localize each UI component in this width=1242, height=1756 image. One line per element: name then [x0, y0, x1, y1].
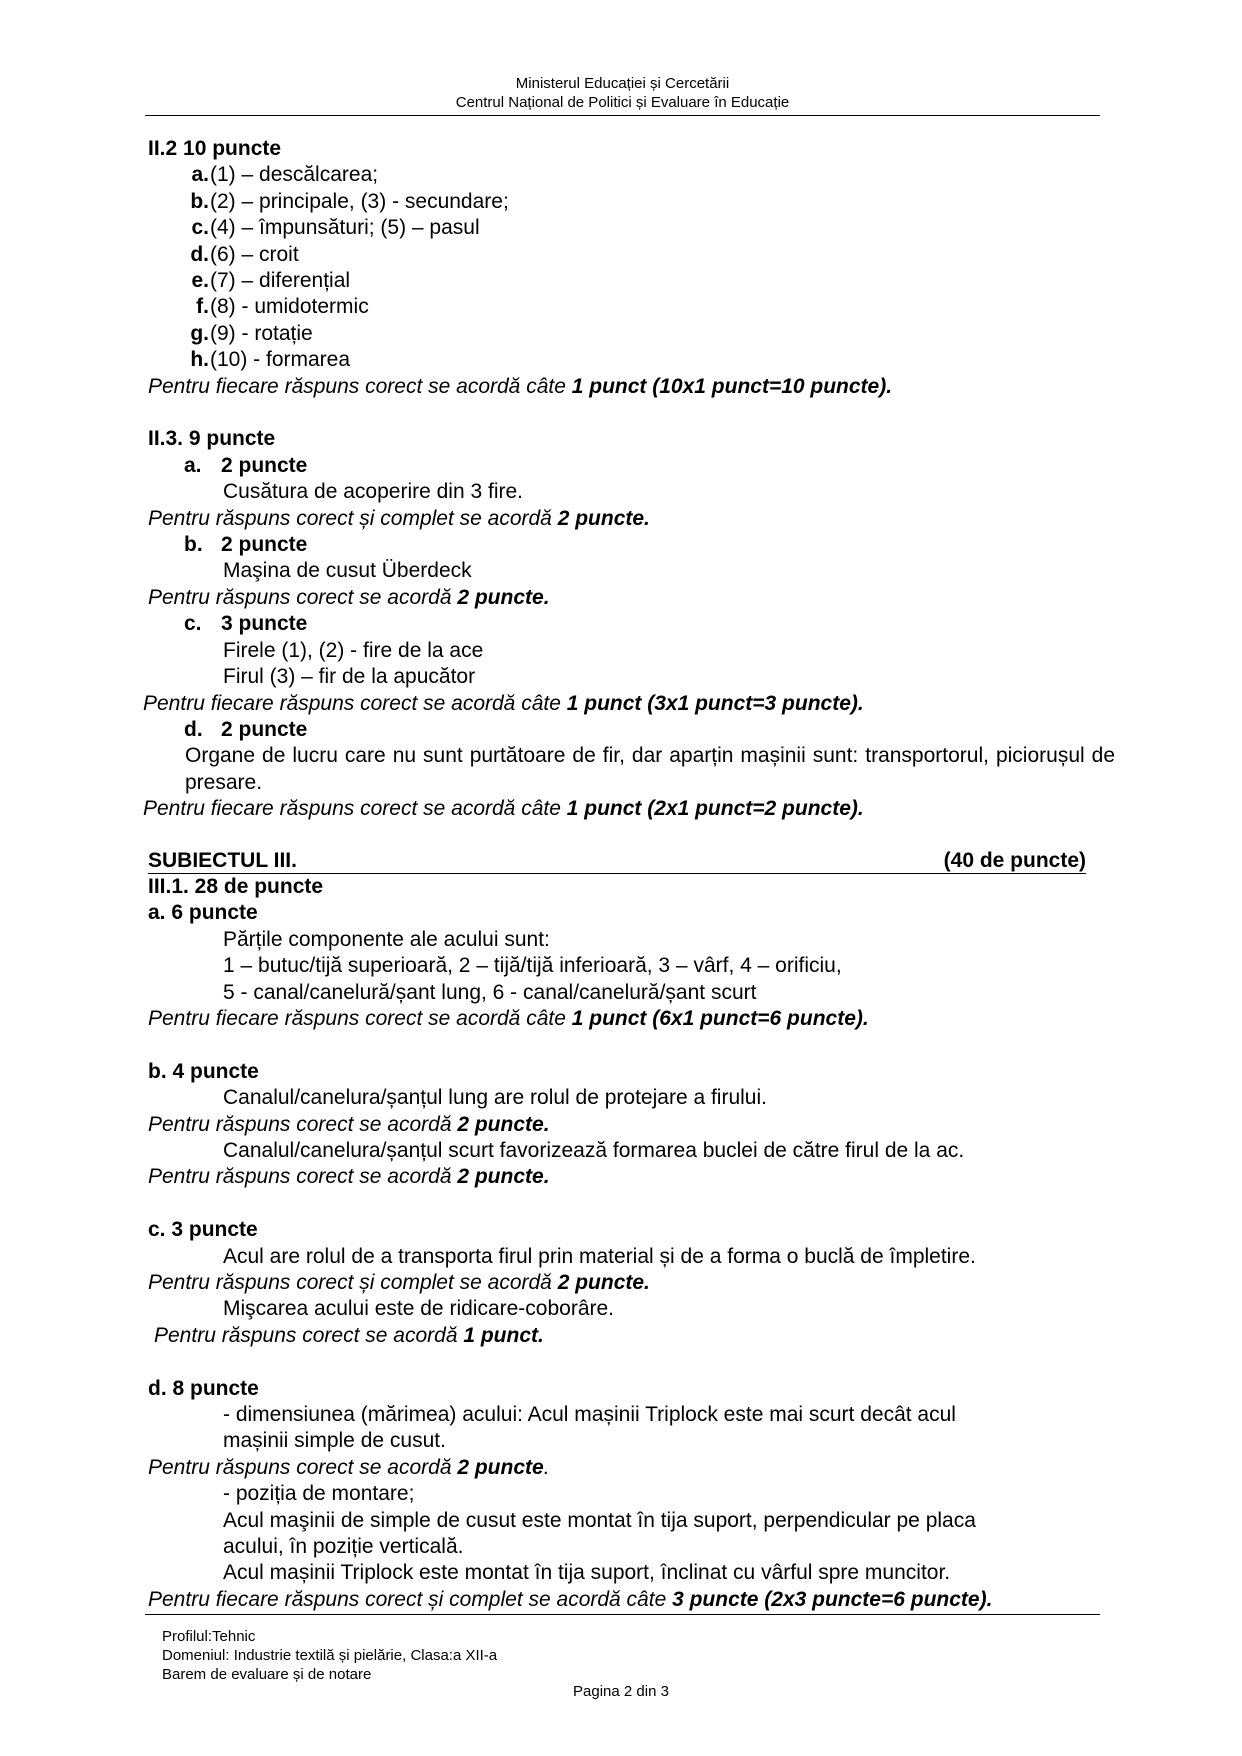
- subquestion-header: c. 3 puncte: [184, 612, 308, 636]
- subquestion-title: a. 6 puncte: [148, 901, 258, 925]
- answer-item: f.(8) - umidotermic: [196, 295, 369, 319]
- subquestion-title: b. 4 puncte: [148, 1059, 259, 1083]
- header-center: Centrul Național de Politici și Evaluare în Educație: [455, 94, 790, 111]
- answer-text: Mişcarea acului este de ridicare-coborâre.: [223, 1297, 615, 1321]
- answer-text: - dimensiunea (mărimea) acului: Acul mașinii Triplock este mai scurt decât acul: [223, 1403, 956, 1427]
- subquestion-header: d. 2 puncte: [184, 717, 308, 741]
- scoring-note: Pentru răspuns corect se acordă 2 puncte.: [148, 1112, 550, 1136]
- answer-text: Canalul/canelura/șanțul lung are rolul de protejare a firului.: [223, 1086, 767, 1110]
- answer-text: mașinii simple de cusut.: [223, 1429, 446, 1453]
- scoring-note: Pentru fiecare răspuns corect se acordă câte 1 punct (10x1 punct=10 puncte).: [148, 374, 893, 398]
- scoring-note: Pentru răspuns corect și complet se acordă 2 puncte.: [148, 506, 650, 530]
- answer-item: d.(6) – croit: [190, 242, 299, 266]
- answer-text: Canalul/canelura/șanțul scurt favorizează formarea buclei de către firul de la ac.: [223, 1138, 965, 1162]
- answer-text: Firul (3) – fir de la apucător: [223, 665, 476, 689]
- footer-profile: Profilul:Tehnic: [162, 1628, 256, 1645]
- answer-item: g.(9) - rotație: [190, 321, 313, 345]
- page-number: Pagina 2 din 3: [573, 1683, 669, 1700]
- header-divider: [145, 115, 1100, 116]
- subquestion-title: c. 3 puncte: [148, 1218, 258, 1242]
- section-title: SUBIECTUL III.: [148, 848, 297, 872]
- scoring-note: Pentru fiecare răspuns corect se acordă câte 1 punct (3x1 punct=3 puncte).: [143, 691, 864, 715]
- question-title: II.3. 9 puncte: [148, 427, 276, 451]
- scoring-note: Pentru răspuns corect și complet se acordă 2 puncte.: [148, 1271, 650, 1294]
- footer-title: Barem de evaluare și de notare: [162, 1666, 372, 1683]
- answer-text: Părțile componente ale acului sunt:: [223, 927, 550, 951]
- scoring-note: Pentru fiecare răspuns corect și complet se acordă câte 3 puncte (2x3 puncte=6 puncte).: [148, 1587, 993, 1611]
- scoring-note: Pentru fiecare răspuns corect se acordă câte 1 punct (2x1 punct=2 puncte).: [143, 797, 864, 821]
- answer-text: Firele (1), (2) - fire de la ace: [223, 638, 484, 662]
- answer-text: Acul are rolul de a transporta firul prin material și de a forma o buclă de împletire.: [223, 1244, 976, 1268]
- page-header: [145, 74, 1100, 112]
- question-title: II.2 10 puncte: [148, 137, 282, 160]
- section-points: (40 de puncte): [943, 848, 1086, 872]
- answer-item: e.(7) – diferențial: [191, 269, 351, 293]
- section-heading: [148, 849, 1086, 874]
- scoring-note: Pentru răspuns corect se acordă 1 punct.: [154, 1323, 544, 1347]
- answer-text: Acul mașinii Triplock este montat în tija suport, înclinat cu vârful spre muncitor.: [223, 1561, 951, 1585]
- question-title: III.1. 28 de puncte: [148, 874, 324, 898]
- footer-domain: Domeniul: Industrie textilă și pielărie, Clasa:a XII-a: [162, 1647, 498, 1664]
- answer-text: Acul maşinii de simple de cusut este montat în tija suport, perpendicular pe placa: [223, 1508, 976, 1532]
- subquestion-title: d. 8 puncte: [148, 1376, 259, 1400]
- scoring-note: Pentru răspuns corect se acordă 2 puncte.: [148, 585, 550, 609]
- footer-divider: [145, 1614, 1100, 1615]
- answer-text: acului, în poziție verticală.: [223, 1535, 464, 1559]
- answer-item: h.(10) - formarea: [190, 348, 351, 372]
- document-content: [143, 136, 1115, 1613]
- page-footer: [162, 1627, 497, 1684]
- answer-item: b.(2) – principale, (3) - secundare;: [190, 189, 509, 213]
- answer-item: a.(1) – descălcarea;: [191, 163, 379, 187]
- answer-text: 5 - canal/canelură/șant lung, 6 - canal/canelură/șant scurt: [223, 980, 757, 1004]
- answer-text: Maşina de cusut Überdeck: [223, 559, 472, 583]
- subquestion-header: b. 2 puncte: [184, 533, 308, 557]
- answer-item: c.(4) – împunsături; (5) – pasul: [191, 216, 480, 240]
- answer-text: 1 – butuc/tijă superioară, 2 – tijă/tijă inferioară, 3 – vârf, 4 – orificiu,: [223, 954, 842, 978]
- answer-text: Organe de lucru care nu sunt purtătoare de fir, dar aparțin mașinii sunt: transportorul, piciorușul de presare.: [185, 744, 1115, 794]
- header-ministry: Ministerul Educației și Cercetării: [515, 75, 730, 92]
- scoring-note: Pentru răspuns corect se acordă 2 puncte.: [148, 1455, 550, 1479]
- subquestion-header: a. 2 puncte: [184, 453, 308, 477]
- scoring-note: Pentru răspuns corect se acordă 2 puncte.: [148, 1165, 550, 1189]
- answer-text: Cusătura de acoperire din 3 fire.: [223, 480, 523, 504]
- scoring-note: Pentru fiecare răspuns corect se acordă câte 1 punct (6x1 punct=6 puncte).: [148, 1006, 869, 1030]
- answer-text: - poziția de montare;: [223, 1482, 415, 1506]
